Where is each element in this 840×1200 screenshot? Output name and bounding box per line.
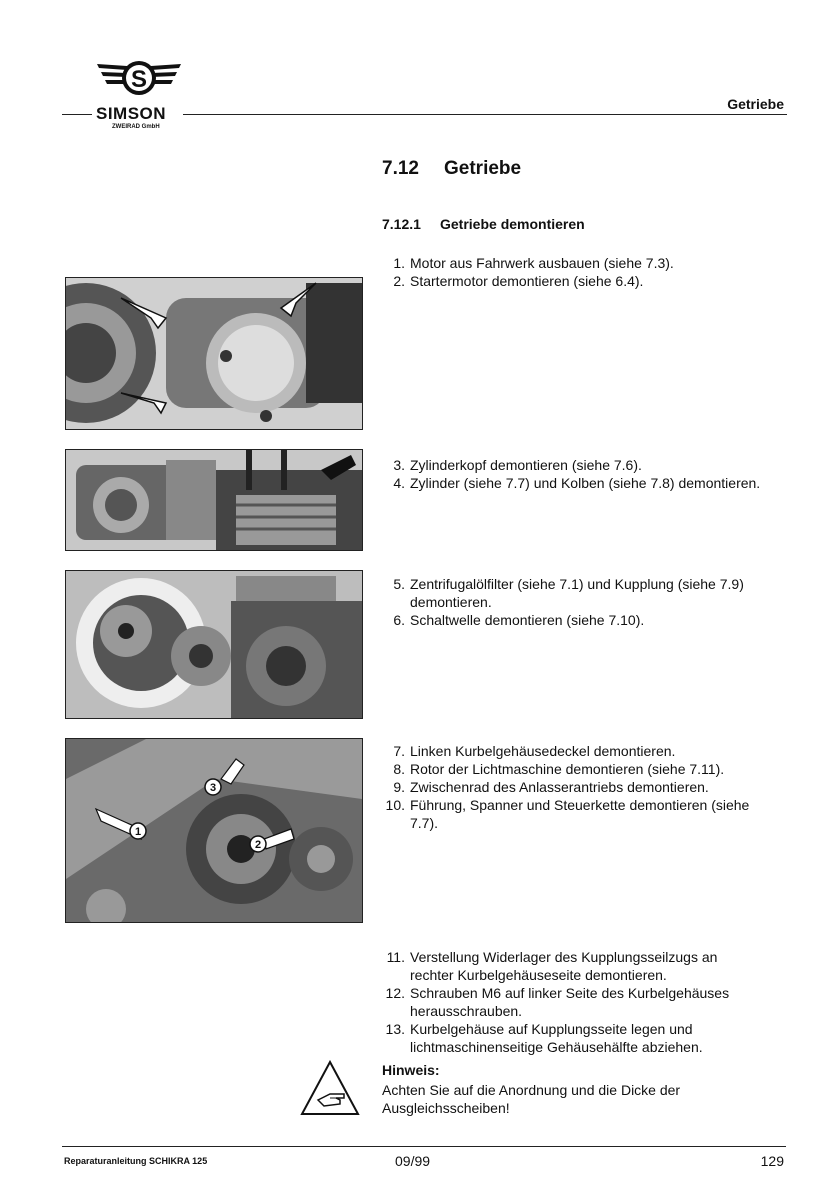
footer-manual-title: Reparaturanleitung SCHIKRA 125 [64,1156,208,1166]
photo-cylinder-head [65,449,363,551]
list-item: 9. Zwischenrad des Anlasserantriebs demontieren. [393,779,709,795]
photo-starter-motor [65,277,363,430]
logo-subtitle: ZWEIRAD GmbH [112,124,160,130]
subsection-number: 7.12.1 [382,216,421,232]
list-item: 11. Verstellung Widerlager des Kupplungsseilzugs an rechter Kurbelgehäuseseite demontieren. [386,949,718,983]
list-item: 5. Zentrifugalölfilter (siehe 7.1) und Kupplung (siehe 7.9) demontieren. [393,576,744,610]
photo-crankcase-cover [65,738,363,923]
steps-group-5 [385,948,785,1056]
page-number: 129 [760,1153,784,1169]
callout-1 [130,823,146,839]
svg-text:3: 3 [209,782,217,794]
hint-text: Achten Sie auf die Anordnung und die Dicke der Ausgleichsscheiben! [382,1082,681,1116]
list-item: 8. Rotor der Lichtmaschine demontieren (siehe 7.11). [393,761,725,777]
list-item: 7. Linken Kurbelgehäusedeckel demontieren. [393,743,676,759]
svg-text:1: 1 [134,826,142,838]
list-item: 3. Zylinderkopf demontieren (siehe 7.6). [393,457,642,473]
svg-text:S: S [130,66,148,93]
chapter-heading [382,158,521,180]
list-item: 1. Motor aus Fahrwerk ausbauen (siehe 7.3). [393,255,674,271]
steps-group-2 [385,456,795,492]
list-item: 10. Führung, Spanner und Steuerkette demontieren (siehe 7.7). [385,797,750,831]
header-section-title: Getriebe [727,96,784,112]
list-item: 2. Startermotor demontieren (siehe 6.4). [393,273,644,289]
callout-2 [250,836,266,852]
hint-title: Hinweis: [382,1062,440,1078]
logo-name: SIMSON [96,104,167,123]
svg-text:2: 2 [254,839,262,851]
chapter-title: Getriebe [444,158,522,179]
warning-hand-icon [300,1060,360,1116]
list-item: 4. Zylinder (siehe 7.7) und Kolben (siehe 7.8) demontieren. [393,475,761,491]
subsection-title: Getriebe demontieren [440,216,585,232]
header-rule-right [183,114,787,115]
photo-clutch-filter [65,570,363,719]
steps-group-1 [385,254,785,290]
list-item: 13. Kurbelgehäuse auf Kupplungsseite legen und lichtmaschinenseitige Gehäusehälfte abziehen. [385,1021,703,1055]
footer-rule [62,1146,786,1147]
footer-date: 09/99 [395,1153,431,1169]
list-item: 12. Schrauben M6 auf linker Seite des Kurbelgehäuses herausschrauben. [385,985,730,1019]
steps-group-4 [385,742,785,832]
list-item: 6. Schaltwelle demontieren (siehe 7.10). [393,612,645,628]
header-rule-left [62,114,92,115]
callout-3 [205,779,221,795]
chapter-number: 7.12 [382,158,419,179]
steps-group-3 [385,575,785,629]
subsection-heading [382,216,585,232]
